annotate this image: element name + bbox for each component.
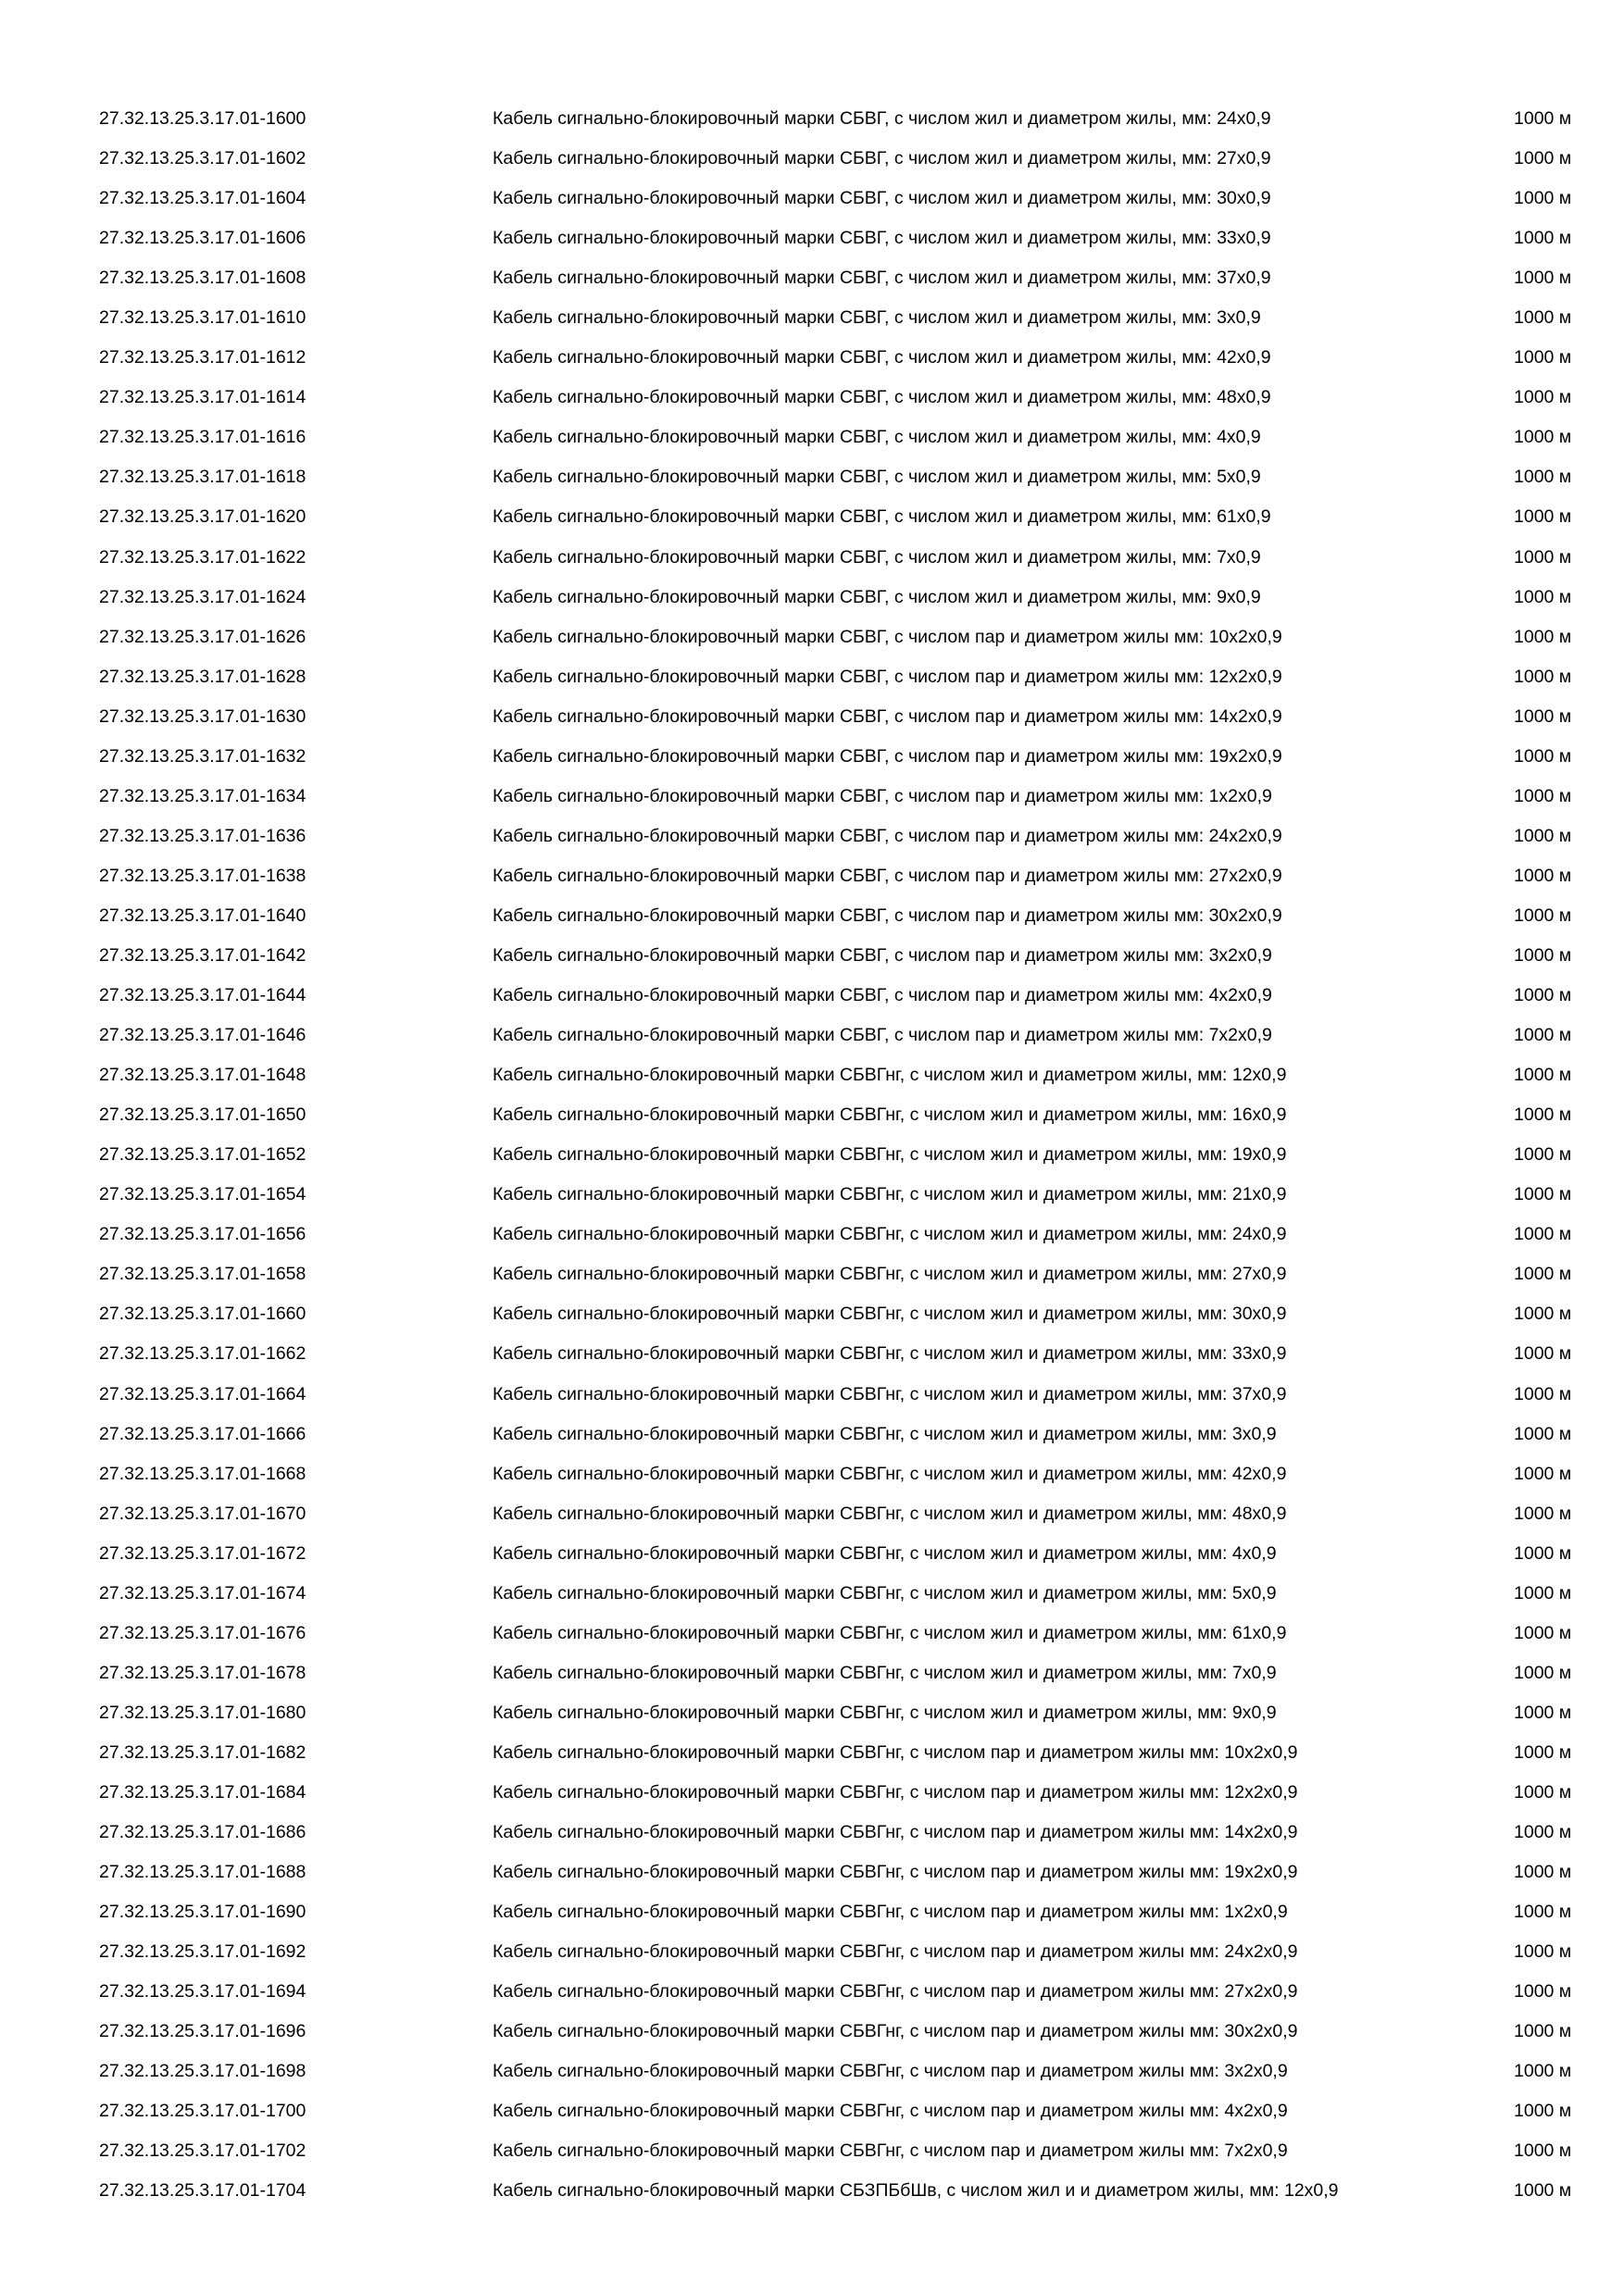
- table-row: [0, 1653, 1624, 1693]
- row-description: Кабель сигнально-блокировочный марки СБВГнг, с числом пар и диаметром жилы мм: 12х2х0,9: [493, 1781, 1298, 1803]
- row-description: Кабель сигнально-блокировочный марки СБВГ, с числом жил и диаметром жилы, мм: 42х0,9: [493, 347, 1271, 368]
- row-description: Кабель сигнально-блокировочный марки СБВГ, с числом жил и диаметром жилы, мм: 3х0,9: [493, 307, 1261, 329]
- row-unit: 1000 м: [1514, 1622, 1572, 1643]
- row-code: 27.32.13.25.3.17.01-1640: [99, 905, 306, 926]
- row-unit: 1000 м: [1514, 1981, 1572, 2003]
- row-description: Кабель сигнально-блокировочный марки СБВГнг, с числом пар и диаметром жилы мм: 7х2х0,9: [493, 2140, 1288, 2162]
- row-description: Кабель сигнально-блокировочный марки СБВГ, с числом пар и диаметром жилы мм: 1х2х0,9: [493, 785, 1272, 806]
- row-description: Кабель сигнально-блокировочный марки СБВГнг, с числом жил и диаметром жилы, мм: 5х0,9: [493, 1582, 1277, 1603]
- row-code: 27.32.13.25.3.17.01-1654: [99, 1184, 306, 1205]
- row-unit: 1000 м: [1514, 1862, 1572, 1883]
- row-code: 27.32.13.25.3.17.01-1618: [99, 467, 306, 488]
- row-code: 27.32.13.25.3.17.01-1656: [99, 1224, 306, 1245]
- row-description: Кабель сигнально-блокировочный марки СБВГнг, с числом жил и диаметром жилы, мм: 21х0,9: [493, 1184, 1287, 1205]
- table-row: [0, 976, 1624, 1016]
- row-unit: 1000 м: [1514, 1902, 1572, 1923]
- row-code: 27.32.13.25.3.17.01-1650: [99, 1104, 306, 1126]
- table-row: [0, 338, 1624, 378]
- table-row: [0, 618, 1624, 657]
- row-unit: 1000 м: [1514, 1781, 1572, 1803]
- row-unit: 1000 м: [1514, 2021, 1572, 2042]
- table-row: [0, 99, 1624, 139]
- row-code: 27.32.13.25.3.17.01-1628: [99, 666, 306, 687]
- row-code: 27.32.13.25.3.17.01-1668: [99, 1463, 306, 1484]
- row-description: Кабель сигнально-блокировочный марки СБВГнг, с числом жил и диаметром жилы, мм: 19х0,9: [493, 1144, 1287, 1166]
- table-row: [0, 737, 1624, 777]
- row-description: Кабель сигнально-блокировочный марки СБВГ, с числом пар и диаметром жилы мм: 27х2х0,9: [493, 865, 1282, 886]
- row-description: Кабель сигнально-блокировочный марки СБВГ, с числом жил и диаметром жилы, мм: 27х0,9: [493, 148, 1271, 169]
- row-code: 27.32.13.25.3.17.01-1684: [99, 1781, 306, 1803]
- row-code: 27.32.13.25.3.17.01-1700: [99, 2101, 306, 2122]
- table-row: [0, 378, 1624, 418]
- row-description: Кабель сигнально-блокировочный марки СБЗПБбШв, с числом жил и и диаметром жилы, мм: 12х0,9: [493, 2180, 1339, 2202]
- row-code: 27.32.13.25.3.17.01-1666: [99, 1423, 306, 1444]
- row-code: 27.32.13.25.3.17.01-1696: [99, 2021, 306, 2042]
- row-code: 27.32.13.25.3.17.01-1608: [99, 268, 306, 289]
- row-description: Кабель сигнально-блокировочный марки СБВГнг, с числом пар и диаметром жилы мм: 24х2х0,9: [493, 1941, 1298, 1963]
- row-unit: 1000 м: [1514, 347, 1572, 368]
- table-row: [0, 418, 1624, 457]
- row-code: 27.32.13.25.3.17.01-1674: [99, 1582, 306, 1603]
- table-row: [0, 1095, 1624, 1135]
- row-code: 27.32.13.25.3.17.01-1670: [99, 1503, 306, 1524]
- row-unit: 1000 м: [1514, 1662, 1572, 1683]
- row-code: 27.32.13.25.3.17.01-1606: [99, 228, 306, 249]
- row-unit: 1000 м: [1514, 1582, 1572, 1603]
- table-row: [0, 1932, 1624, 1972]
- row-description: Кабель сигнально-блокировочный марки СБВГнг, с числом жил и диаметром жилы, мм: 7х0,9: [493, 1662, 1277, 1683]
- row-unit: 1000 м: [1514, 2180, 1572, 2202]
- row-unit: 1000 м: [1514, 2061, 1572, 2082]
- row-unit: 1000 м: [1514, 546, 1572, 568]
- row-code: 27.32.13.25.3.17.01-1642: [99, 944, 306, 966]
- row-description: Кабель сигнально-блокировочный марки СБВГ, с числом жил и диаметром жилы, мм: 7х0,9: [493, 546, 1261, 568]
- row-code: 27.32.13.25.3.17.01-1680: [99, 1702, 306, 1723]
- table-row: [0, 1773, 1624, 1813]
- table-row: [0, 777, 1624, 817]
- row-unit: 1000 м: [1514, 1144, 1572, 1166]
- row-unit: 1000 м: [1514, 1343, 1572, 1365]
- row-code: 27.32.13.25.3.17.01-1678: [99, 1662, 306, 1683]
- row-code: 27.32.13.25.3.17.01-1630: [99, 705, 306, 727]
- table-row: [0, 1813, 1624, 1853]
- row-code: 27.32.13.25.3.17.01-1702: [99, 2140, 306, 2162]
- row-code: 27.32.13.25.3.17.01-1646: [99, 1025, 306, 1046]
- row-description: Кабель сигнально-блокировочный марки СБВГ, с числом жил и диаметром жилы, мм: 30х0,9: [493, 188, 1271, 209]
- row-description: Кабель сигнально-блокировочный марки СБВГнг, с числом жил и диаметром жилы, мм: 3х0,9: [493, 1423, 1277, 1444]
- table-row: [0, 1534, 1624, 1574]
- row-unit: 1000 м: [1514, 148, 1572, 169]
- row-unit: 1000 м: [1514, 1383, 1572, 1404]
- table-row: [0, 657, 1624, 697]
- row-description: Кабель сигнально-блокировочный марки СБВГнг, с числом жил и диаметром жилы, мм: 61х0,9: [493, 1622, 1287, 1643]
- row-unit: 1000 м: [1514, 427, 1572, 448]
- row-unit: 1000 м: [1514, 1104, 1572, 1126]
- row-unit: 1000 м: [1514, 1224, 1572, 1245]
- row-code: 27.32.13.25.3.17.01-1672: [99, 1542, 306, 1564]
- row-code: 27.32.13.25.3.17.01-1686: [99, 1822, 306, 1843]
- table-row: [0, 1375, 1624, 1415]
- table-row: [0, 1415, 1624, 1454]
- table-row: [0, 457, 1624, 497]
- table-row: [0, 497, 1624, 537]
- row-unit: 1000 м: [1514, 1184, 1572, 1205]
- row-description: Кабель сигнально-блокировочный марки СБВГ, с числом пар и диаметром жилы мм: 14х2х0,9: [493, 705, 1282, 727]
- table-row: [0, 896, 1624, 936]
- row-code: 27.32.13.25.3.17.01-1662: [99, 1343, 306, 1365]
- row-unit: 1000 м: [1514, 586, 1572, 607]
- row-code: 27.32.13.25.3.17.01-1676: [99, 1622, 306, 1643]
- row-unit: 1000 м: [1514, 785, 1572, 806]
- row-code: 27.32.13.25.3.17.01-1638: [99, 865, 306, 886]
- row-unit: 1000 м: [1514, 228, 1572, 249]
- row-unit: 1000 м: [1514, 825, 1572, 846]
- row-unit: 1000 м: [1514, 387, 1572, 408]
- table-row: [0, 1494, 1624, 1534]
- row-unit: 1000 м: [1514, 1702, 1572, 1723]
- row-code: 27.32.13.25.3.17.01-1658: [99, 1264, 306, 1285]
- row-code: 27.32.13.25.3.17.01-1620: [99, 506, 306, 528]
- table-row: [0, 1972, 1624, 2012]
- row-code: 27.32.13.25.3.17.01-1652: [99, 1144, 306, 1166]
- row-unit: 1000 м: [1514, 1264, 1572, 1285]
- row-description: Кабель сигнально-блокировочный марки СБВГнг, с числом пар и диаметром жилы мм: 14х2х0,9: [493, 1822, 1298, 1843]
- row-code: 27.32.13.25.3.17.01-1648: [99, 1065, 306, 1086]
- table-row: [0, 1215, 1624, 1254]
- row-description: Кабель сигнально-блокировочный марки СБВГнг, с числом пар и диаметром жилы мм: 30х2х0,9: [493, 2021, 1298, 2042]
- row-description: Кабель сигнально-блокировочный марки СБВГнг, с числом пар и диаметром жилы мм: 4х2х0,9: [493, 2101, 1288, 2122]
- table-row: [0, 817, 1624, 856]
- row-description: Кабель сигнально-блокировочный марки СБВГ, с числом жил и диаметром жилы, мм: 37х0,9: [493, 268, 1271, 289]
- table-row: [0, 2012, 1624, 2052]
- table-row: [0, 1454, 1624, 1494]
- row-description: Кабель сигнально-блокировочный марки СБВГ, с числом пар и диаметром жилы мм: 10х2х0,9: [493, 626, 1282, 647]
- row-unit: 1000 м: [1514, 626, 1572, 647]
- row-code: 27.32.13.25.3.17.01-1682: [99, 1741, 306, 1763]
- row-description: Кабель сигнально-блокировочный марки СБВГнг, с числом пар и диаметром жилы мм: 27х2х0,9: [493, 1981, 1298, 2003]
- table-row: [0, 1853, 1624, 1892]
- table-row: [0, 218, 1624, 258]
- row-code: 27.32.13.25.3.17.01-1704: [99, 2180, 306, 2202]
- row-unit: 1000 м: [1514, 108, 1572, 129]
- row-unit: 1000 м: [1514, 1822, 1572, 1843]
- table-row: [0, 538, 1624, 578]
- table-row: [0, 2052, 1624, 2091]
- row-description: Кабель сигнально-блокировочный марки СБВГнг, с числом жил и диаметром жилы, мм: 24х0,9: [493, 1224, 1287, 1245]
- table-row: [0, 298, 1624, 338]
- row-description: Кабель сигнально-блокировочный марки СБВГнг, с числом жил и диаметром жилы, мм: 37х0,9: [493, 1383, 1287, 1404]
- row-description: Кабель сигнально-блокировочный марки СБВГ, с числом жил и диаметром жилы, мм: 5х0,9: [493, 467, 1261, 488]
- row-description: Кабель сигнально-блокировочный марки СБВГ, с числом пар и диаметром жилы мм: 7х2х0,9: [493, 1025, 1272, 1046]
- row-code: 27.32.13.25.3.17.01-1692: [99, 1941, 306, 1963]
- table-row: [0, 856, 1624, 896]
- table-row: [0, 1693, 1624, 1733]
- row-description: Кабель сигнально-блокировочный марки СБВГ, с числом жил и диаметром жилы, мм: 61х0,9: [493, 506, 1271, 528]
- row-description: Кабель сигнально-блокировочный марки СБВГнг, с числом пар и диаметром жилы мм: 19х2х0,9: [493, 1862, 1298, 1883]
- row-unit: 1000 м: [1514, 985, 1572, 1006]
- row-code: 27.32.13.25.3.17.01-1660: [99, 1304, 306, 1325]
- row-description: Кабель сигнально-блокировочный марки СБВГ, с числом пар и диаметром жилы мм: 3х2х0,9: [493, 944, 1272, 966]
- row-description: Кабель сигнально-блокировочный марки СБВГнг, с числом жил и диаметром жилы, мм: 4х0,9: [493, 1542, 1277, 1564]
- row-unit: 1000 м: [1514, 307, 1572, 329]
- row-unit: 1000 м: [1514, 467, 1572, 488]
- table-row: [0, 2131, 1624, 2171]
- row-description: Кабель сигнально-блокировочный марки СБВГ, с числом пар и диаметром жилы мм: 19х2х0,9: [493, 745, 1282, 767]
- row-description: Кабель сигнально-блокировочный марки СБВГ, с числом жил и диаметром жилы, мм: 24х0,9: [493, 108, 1271, 129]
- row-unit: 1000 м: [1514, 865, 1572, 886]
- row-unit: 1000 м: [1514, 1463, 1572, 1484]
- row-code: 27.32.13.25.3.17.01-1694: [99, 1981, 306, 2003]
- row-code: 27.32.13.25.3.17.01-1616: [99, 427, 306, 448]
- row-description: Кабель сигнально-блокировочный марки СБВГ, с числом жил и диаметром жилы, мм: 48х0,9: [493, 387, 1271, 408]
- row-code: 27.32.13.25.3.17.01-1622: [99, 546, 306, 568]
- row-description: Кабель сигнально-блокировочный марки СБВГнг, с числом пар и диаметром жилы мм: 10х2х0,9: [493, 1741, 1298, 1763]
- row-unit: 1000 м: [1514, 745, 1572, 767]
- row-unit: 1000 м: [1514, 1741, 1572, 1763]
- row-code: 27.32.13.25.3.17.01-1644: [99, 985, 306, 1006]
- row-unit: 1000 м: [1514, 188, 1572, 209]
- row-code: 27.32.13.25.3.17.01-1602: [99, 148, 306, 169]
- table-row: [0, 1892, 1624, 1932]
- table-row: [0, 1016, 1624, 1055]
- row-description: Кабель сигнально-блокировочный марки СБВГнг, с числом жил и диаметром жилы, мм: 27х0,9: [493, 1264, 1287, 1285]
- table-row: [0, 1574, 1624, 1614]
- table-row: [0, 2171, 1624, 2211]
- row-code: 27.32.13.25.3.17.01-1624: [99, 586, 306, 607]
- row-description: Кабель сигнально-блокировочный марки СБВГнг, с числом жил и диаметром жилы, мм: 42х0,9: [493, 1463, 1287, 1484]
- row-code: 27.32.13.25.3.17.01-1634: [99, 785, 306, 806]
- row-description: Кабель сигнально-блокировочный марки СБВГнг, с числом жил и диаметром жилы, мм: 30х0,9: [493, 1304, 1287, 1325]
- row-description: Кабель сигнально-блокировочный марки СБВГнг, с числом пар и диаметром жилы мм: 1х2х0,9: [493, 1902, 1288, 1923]
- row-code: 27.32.13.25.3.17.01-1610: [99, 307, 306, 329]
- row-code: 27.32.13.25.3.17.01-1600: [99, 108, 306, 129]
- table-row: [0, 1614, 1624, 1653]
- row-description: Кабель сигнально-блокировочный марки СБВГ, с числом жил и диаметром жилы, мм: 33х0,9: [493, 228, 1271, 249]
- table-row: [0, 139, 1624, 179]
- row-description: Кабель сигнально-блокировочный марки СБВГнг, с числом пар и диаметром жилы мм: 3х2х0,9: [493, 2061, 1288, 2082]
- row-unit: 1000 м: [1514, 944, 1572, 966]
- table-row: [0, 258, 1624, 298]
- table-row: [0, 1055, 1624, 1095]
- table-row: [0, 1294, 1624, 1334]
- table-row: [0, 1254, 1624, 1294]
- row-code: 27.32.13.25.3.17.01-1614: [99, 387, 306, 408]
- table-row: [0, 1733, 1624, 1773]
- row-unit: 1000 м: [1514, 666, 1572, 687]
- row-code: 27.32.13.25.3.17.01-1664: [99, 1383, 306, 1404]
- row-code: 27.32.13.25.3.17.01-1612: [99, 347, 306, 368]
- table-row: [0, 936, 1624, 976]
- row-description: Кабель сигнально-блокировочный марки СБВГ, с числом жил и диаметром жилы, мм: 4х0,9: [493, 427, 1261, 448]
- row-description: Кабель сигнально-блокировочный марки СБВГ, с числом жил и диаметром жилы, мм: 9х0,9: [493, 586, 1261, 607]
- row-description: Кабель сигнально-блокировочный марки СБВГ, с числом пар и диаметром жилы мм: 12х2х0,9: [493, 666, 1282, 687]
- row-description: Кабель сигнально-блокировочный марки СБВГнг, с числом жил и диаметром жилы, мм: 9х0,9: [493, 1702, 1277, 1723]
- table-row: [0, 1334, 1624, 1374]
- row-description: Кабель сигнально-блокировочный марки СБВГ, с числом пар и диаметром жилы мм: 30х2х0,9: [493, 905, 1282, 926]
- row-unit: 1000 м: [1514, 1542, 1572, 1564]
- row-unit: 1000 м: [1514, 1304, 1572, 1325]
- row-unit: 1000 м: [1514, 1025, 1572, 1046]
- table-row: [0, 179, 1624, 218]
- row-unit: 1000 м: [1514, 905, 1572, 926]
- price-list-table: [0, 99, 1624, 2211]
- row-unit: 1000 м: [1514, 506, 1572, 528]
- row-unit: 1000 м: [1514, 268, 1572, 289]
- row-code: 27.32.13.25.3.17.01-1688: [99, 1862, 306, 1883]
- row-unit: 1000 м: [1514, 1065, 1572, 1086]
- row-unit: 1000 м: [1514, 2101, 1572, 2122]
- row-unit: 1000 м: [1514, 2140, 1572, 2162]
- row-description: Кабель сигнально-блокировочный марки СБВГ, с числом пар и диаметром жилы мм: 4х2х0,9: [493, 985, 1272, 1006]
- row-description: Кабель сигнально-блокировочный марки СБВГнг, с числом жил и диаметром жилы, мм: 33х0,9: [493, 1343, 1287, 1365]
- table-row: [0, 578, 1624, 618]
- row-description: Кабель сигнально-блокировочный марки СБВГнг, с числом жил и диаметром жилы, мм: 48х0,9: [493, 1503, 1287, 1524]
- table-row: [0, 1135, 1624, 1175]
- row-unit: 1000 м: [1514, 705, 1572, 727]
- row-unit: 1000 м: [1514, 1503, 1572, 1524]
- row-description: Кабель сигнально-блокировочный марки СБВГнг, с числом жил и диаметром жилы, мм: 12х0,9: [493, 1065, 1287, 1086]
- table-row: [0, 2091, 1624, 2131]
- table-row: [0, 697, 1624, 737]
- row-code: 27.32.13.25.3.17.01-1690: [99, 1902, 306, 1923]
- row-code: 27.32.13.25.3.17.01-1698: [99, 2061, 306, 2082]
- table-row: [0, 1175, 1624, 1215]
- row-code: 27.32.13.25.3.17.01-1632: [99, 745, 306, 767]
- row-unit: 1000 м: [1514, 1423, 1572, 1444]
- row-code: 27.32.13.25.3.17.01-1626: [99, 626, 306, 647]
- row-unit: 1000 м: [1514, 1941, 1572, 1963]
- row-code: 27.32.13.25.3.17.01-1636: [99, 825, 306, 846]
- row-description: Кабель сигнально-блокировочный марки СБВГ, с числом пар и диаметром жилы мм: 24х2х0,9: [493, 825, 1282, 846]
- row-description: Кабель сигнально-блокировочный марки СБВГнг, с числом жил и диаметром жилы, мм: 16х0,9: [493, 1104, 1287, 1126]
- row-code: 27.32.13.25.3.17.01-1604: [99, 188, 306, 209]
